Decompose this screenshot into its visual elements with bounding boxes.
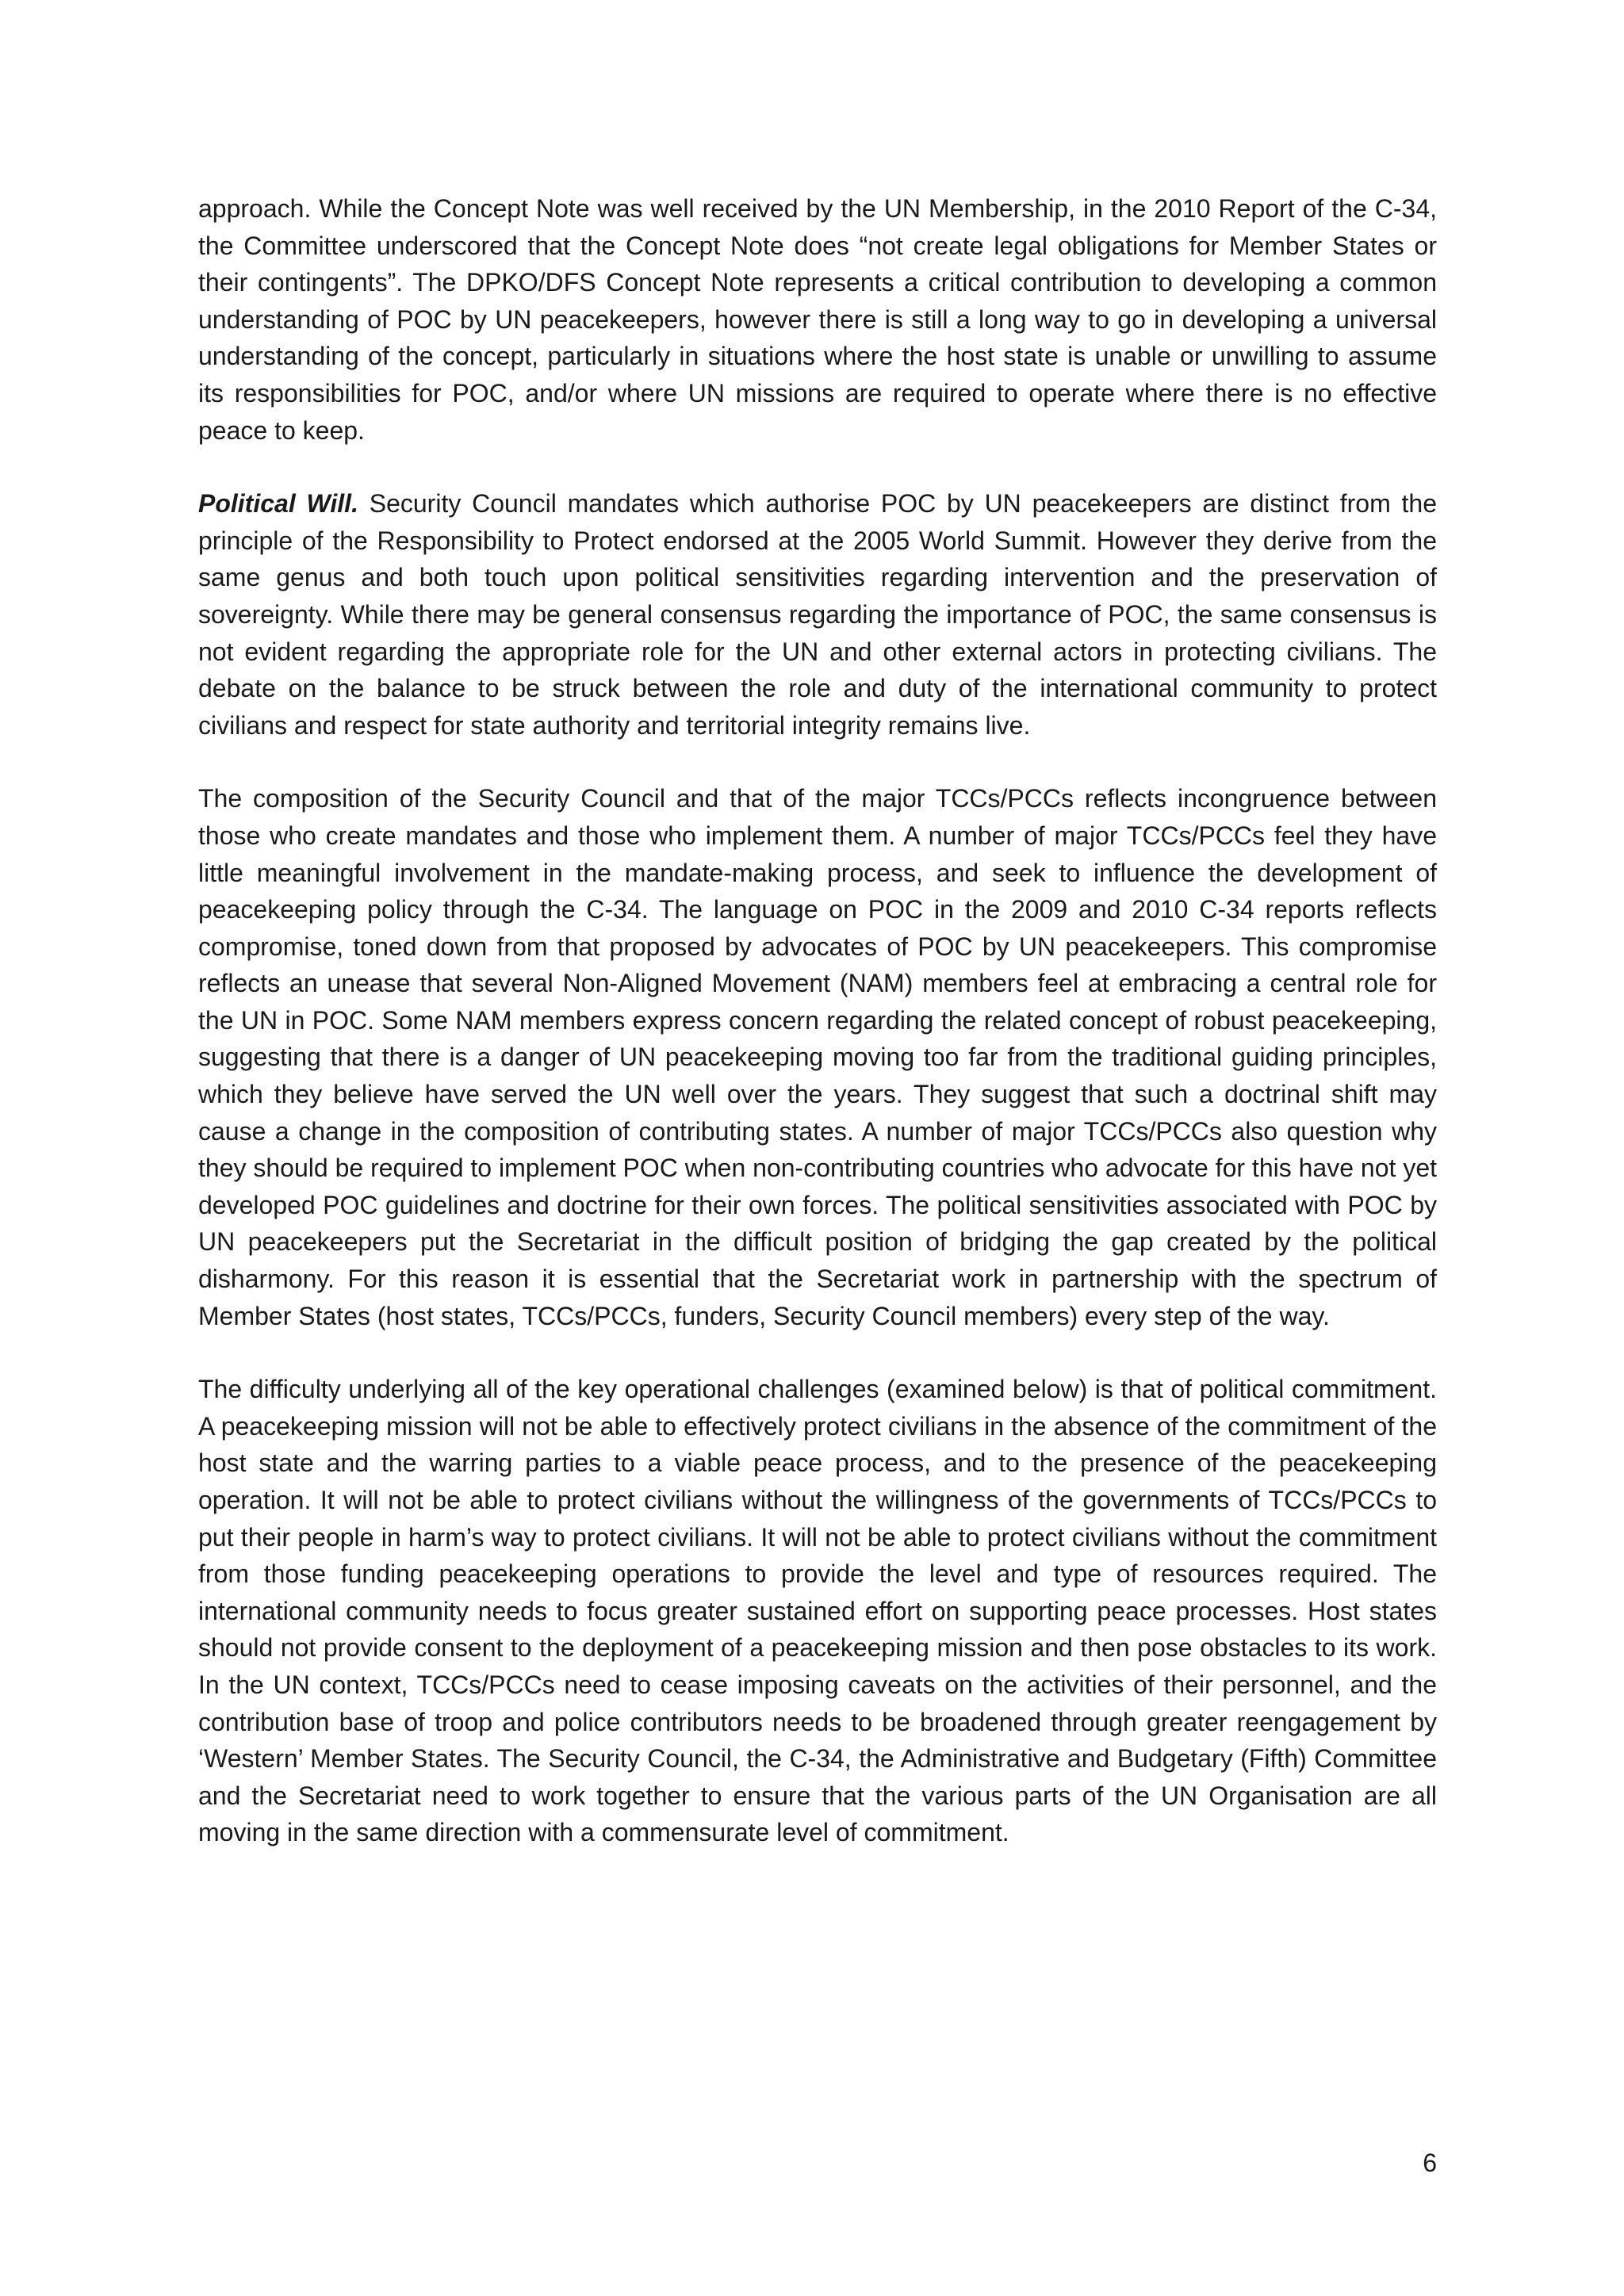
paragraph-political-will xyxy=(198,485,1437,744)
paragraph-security-council-composition xyxy=(198,780,1437,1334)
paragraph-heading: Political Will. xyxy=(198,489,358,519)
paragraph-text: approach. While the Concept Note was well received by the UN Membership, in the 2010 Report of the C-34, the Committee underscored that the Concept Note does “not create legal obligations for Member States or their contingents”. The DPKO/DFS Concept Note represents a critical contribution to developing a common understanding of POC by UN peacekeepers, however there is still a long way to go in developing a universal understanding of the concept, particularly in situations where the host state is unable or unwilling to assume its responsibilities for POC, and/or where UN missions are required to operate where there is no effective peace to keep. xyxy=(198,194,1437,445)
document-body xyxy=(198,190,1437,1888)
paragraph-text: The difficulty underlying all of the key operational challenges (examined below) is that of political commitment. A peacekeeping mission will not be able to effectively protect civilians in the absence of the commitment of the host state and the warring parties to a viable peace process, and to the presence of the peacekeeping operation. It will not be able to protect civilians without the willingness of the governments of TCCs/PCCs to put their people in harm’s way to protect civilians. It will not be able to protect civilians without the commitment from those funding peacekeeping operations to provide the level and type of resources required. The international community needs to focus greater sustained effort on supporting peace processes. Host states should not provide consent to the deployment of a peacekeeping mission and then pose obstacles to its work. In the UN context, TCCs/PCCs need to cease imposing caveats on the activities of their personnel, and the contribution base of troop and police contributors needs to be broadened through greater reengagement by ‘Western’ Member States. The Security Council, the C-34, the Administrative and Budgetary (Fifth) Committee and the Secretariat need to work together to ensure that the various parts of the UN Organisation are all moving in the same direction with a commensurate level of commitment. xyxy=(198,1375,1437,1847)
page-number: 6 xyxy=(1423,2149,1437,2177)
paragraph-political-commitment xyxy=(198,1371,1437,1851)
paragraph-concept-note xyxy=(198,190,1437,449)
paragraph-text: Security Council mandates which authorise POC by UN peacekeepers are distinct from the principle of the Responsibility to Protect endorsed at the 2005 World Summit. However they derive from the same genus and both touch upon political sensitivities regarding intervention and the preservation of sovereignty. While there may be general consensus regarding the importance of POC, the same consensus is not evident regarding the appropriate role for the UN and other external actors in protecting civilians. The debate on the balance to be struck between the role and duty of the international community to protect civilians and respect for state authority and territorial integrity remains live. xyxy=(198,489,1438,740)
paragraph-text: The composition of the Security Council and that of the major TCCs/PCCs reflects incongruence between those who create mandates and those who implement them. A number of major TCCs/PCCs feel they have little meaningful involvement in the mandate-making process, and seek to influence the development of peacekeeping policy through the C-34. The language on POC in the 2009 and 2010 C-34 reports reflects compromise, toned down from that proposed by advocates of POC by UN peacekeepers. This compromise reflects an unease that several Non-Aligned Movement (NAM) members feel at embracing a central role for the UN in POC. Some NAM members express concern regarding the related concept of robust peacekeeping, suggesting that there is a danger of UN peacekeeping moving too far from the traditional guiding principles, which they believe have served the UN well over the years. They suggest that such a doctrinal shift may cause a change in the composition of contributing states. A number of major TCCs/PCCs also question why they should be required to implement POC when non-contributing countries who advocate for this have not yet developed POC guidelines and doctrine for their own forces. The political sensitivities associated with POC by UN peacekeepers put the Secretariat in the difficult position of bridging the gap created by the political disharmony. For this reason it is essential that the Secretariat work in partnership with the spectrum of Member States (host states, TCCs/PCCs, funders, Security Council members) every step of the way. xyxy=(198,784,1437,1330)
